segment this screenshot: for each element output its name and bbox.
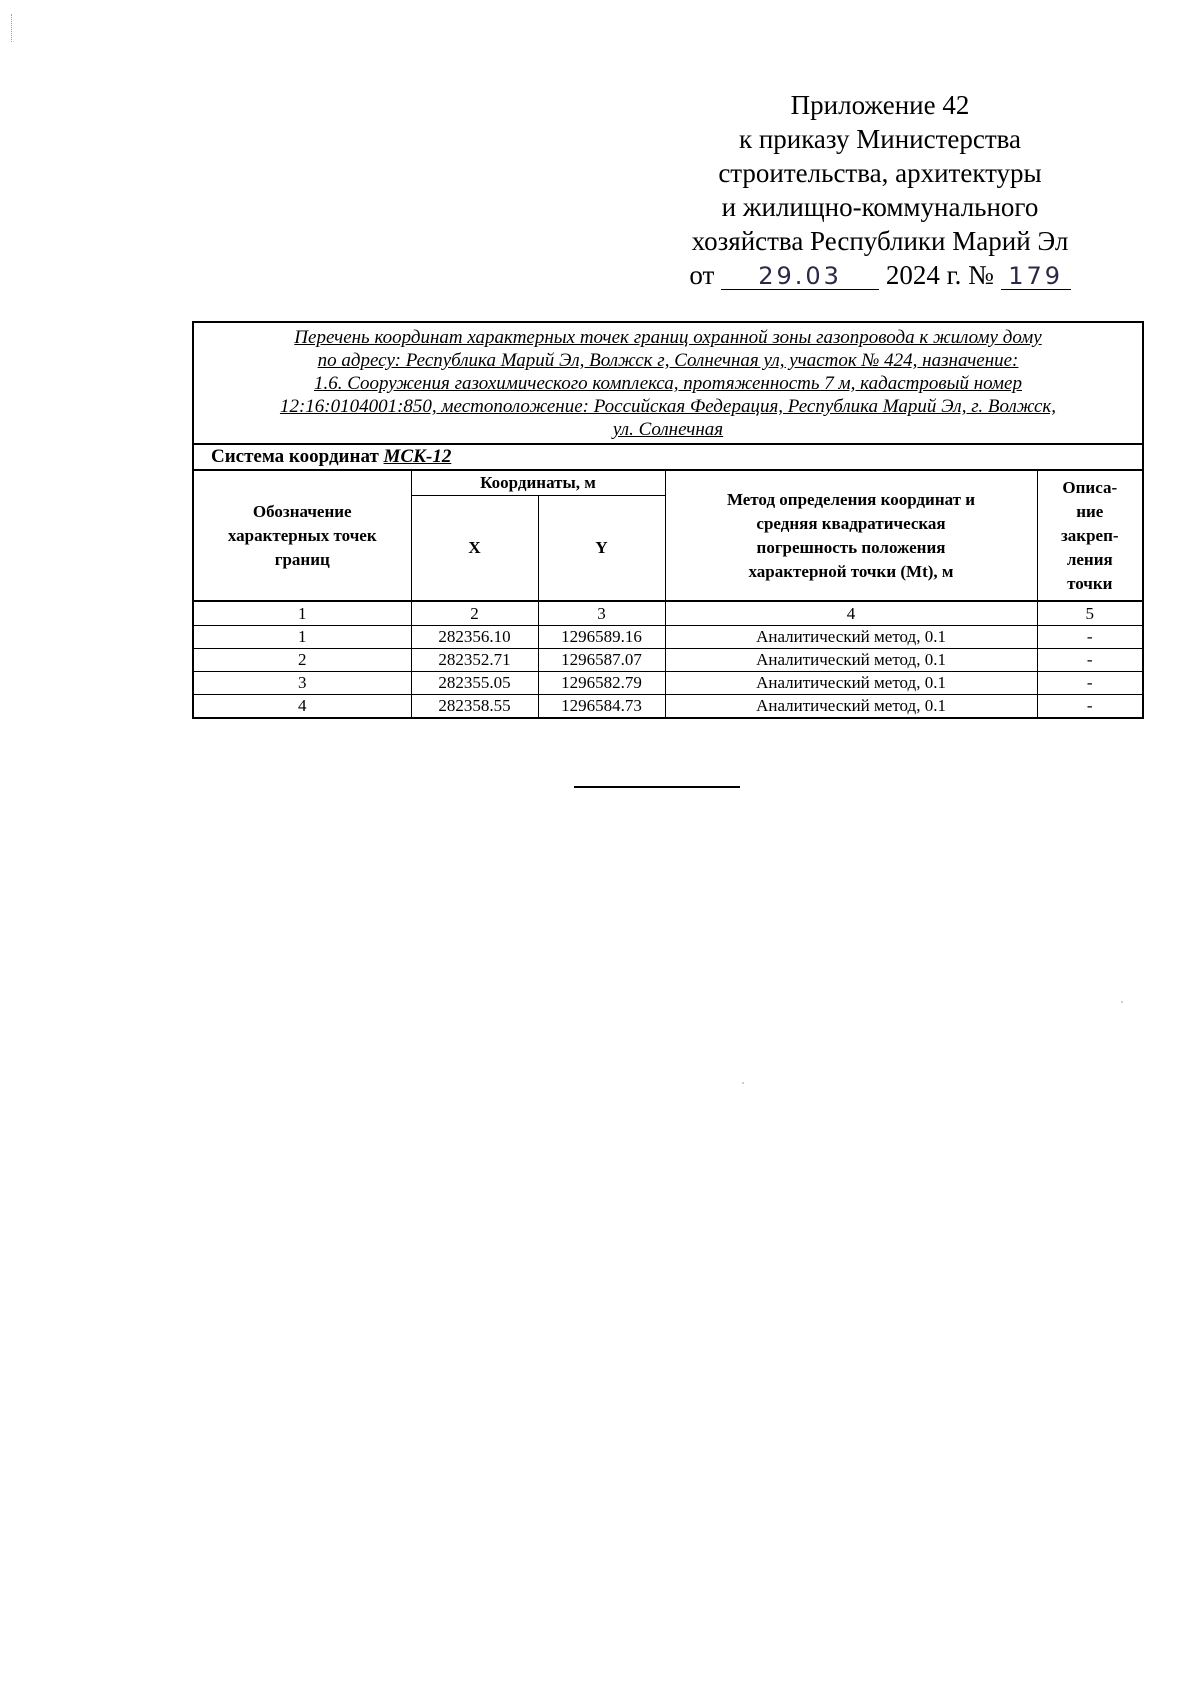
column-number: 5 xyxy=(1037,601,1142,626)
coord-y: 1296589.16 xyxy=(538,626,665,649)
annex-ministry-line-1: строительства, архитектуры xyxy=(718,158,1042,188)
description: - xyxy=(1037,626,1142,649)
table-title-line: по адресу: Республика Марий Эл, Волжск г, Солнечная ул, участок № 424, назначение: xyxy=(317,350,1019,371)
annex-ministry-line-2: и жилищно-коммунального xyxy=(721,192,1039,222)
coord-y: 1296582.79 xyxy=(538,672,665,695)
table-row xyxy=(194,695,1142,718)
coord-x: 282352.71 xyxy=(411,649,538,672)
table-title-line: Перечень координат характерных точек границ охранной зоны газопровода к жилому дому xyxy=(294,327,1042,348)
table-title-line: ул. Солнечная xyxy=(612,419,724,440)
order-year-text: 2024 г. № xyxy=(885,260,994,290)
header-coordinates: Координаты, м xyxy=(411,471,665,496)
description: - xyxy=(1037,649,1142,672)
annex-number: Приложение 42 xyxy=(790,90,970,120)
coordinate-system-row xyxy=(194,445,1142,470)
column-number-row xyxy=(194,601,1142,626)
coordinate-system-value: МСК-12 xyxy=(383,446,452,467)
method: Аналитический метод, 0.1 xyxy=(665,695,1037,718)
coordinates-table-frame xyxy=(192,321,1144,719)
description: - xyxy=(1037,672,1142,695)
table-row xyxy=(194,672,1142,695)
coord-x: 282356.10 xyxy=(411,626,538,649)
table-row xyxy=(194,649,1142,672)
header-row xyxy=(194,471,1142,496)
point-id: 4 xyxy=(194,695,411,718)
point-id: 3 xyxy=(194,672,411,695)
table-title xyxy=(194,323,1142,445)
scan-speck xyxy=(1121,1001,1123,1003)
order-date-handwritten: 29.03 xyxy=(758,262,842,290)
column-number: 3 xyxy=(538,601,665,626)
column-number: 4 xyxy=(665,601,1037,626)
scan-speck xyxy=(742,1082,744,1084)
table-title-line: 12:16:0104001:850, местоположение: Российская Федерация, Республика Марий Эл, г. Волжск, xyxy=(279,396,1057,417)
column-number: 2 xyxy=(411,601,538,626)
coord-y: 1296587.07 xyxy=(538,649,665,672)
table-title-line: 1.6. Сооружения газохимического комплекса, протяженность 7 м, кадастровый номер xyxy=(314,373,1022,394)
method: Аналитический метод, 0.1 xyxy=(665,626,1037,649)
table-row xyxy=(194,626,1142,649)
order-date-line xyxy=(640,258,1120,292)
coordinates-table xyxy=(194,470,1142,717)
description: - xyxy=(1037,695,1142,718)
annex-ministry-line-3: хозяйства Республики Марий Эл xyxy=(691,226,1069,256)
header-x: X xyxy=(411,496,538,602)
coord-x: 282355.05 xyxy=(411,672,538,695)
header-point: Обозначение характерных точек границ xyxy=(194,471,411,602)
order-date-field xyxy=(721,262,879,290)
coordinate-system-label: Система координат xyxy=(211,446,379,467)
order-number-field xyxy=(1001,262,1071,290)
point-id: 1 xyxy=(194,626,411,649)
coord-x: 282358.55 xyxy=(411,695,538,718)
point-id: 2 xyxy=(194,649,411,672)
scan-edge-mark xyxy=(11,14,13,42)
header-y: Y xyxy=(538,496,665,602)
column-number: 1 xyxy=(194,601,411,626)
method: Аналитический метод, 0.1 xyxy=(665,672,1037,695)
order-date-prefix: от xyxy=(689,260,715,290)
header-method: Метод определения координат и средняя квадратическая погрешность положения характерной точки (Mt), м xyxy=(665,471,1037,602)
method: Аналитический метод, 0.1 xyxy=(665,649,1037,672)
closing-rule xyxy=(574,786,740,788)
coord-y: 1296584.73 xyxy=(538,695,665,718)
order-number-handwritten: 179 xyxy=(1008,262,1064,290)
annex-order-ref: к приказу Министерства xyxy=(738,124,1022,154)
header-description: Описа- ние закреп- ления точки xyxy=(1037,471,1142,602)
annex-header xyxy=(640,88,1120,292)
